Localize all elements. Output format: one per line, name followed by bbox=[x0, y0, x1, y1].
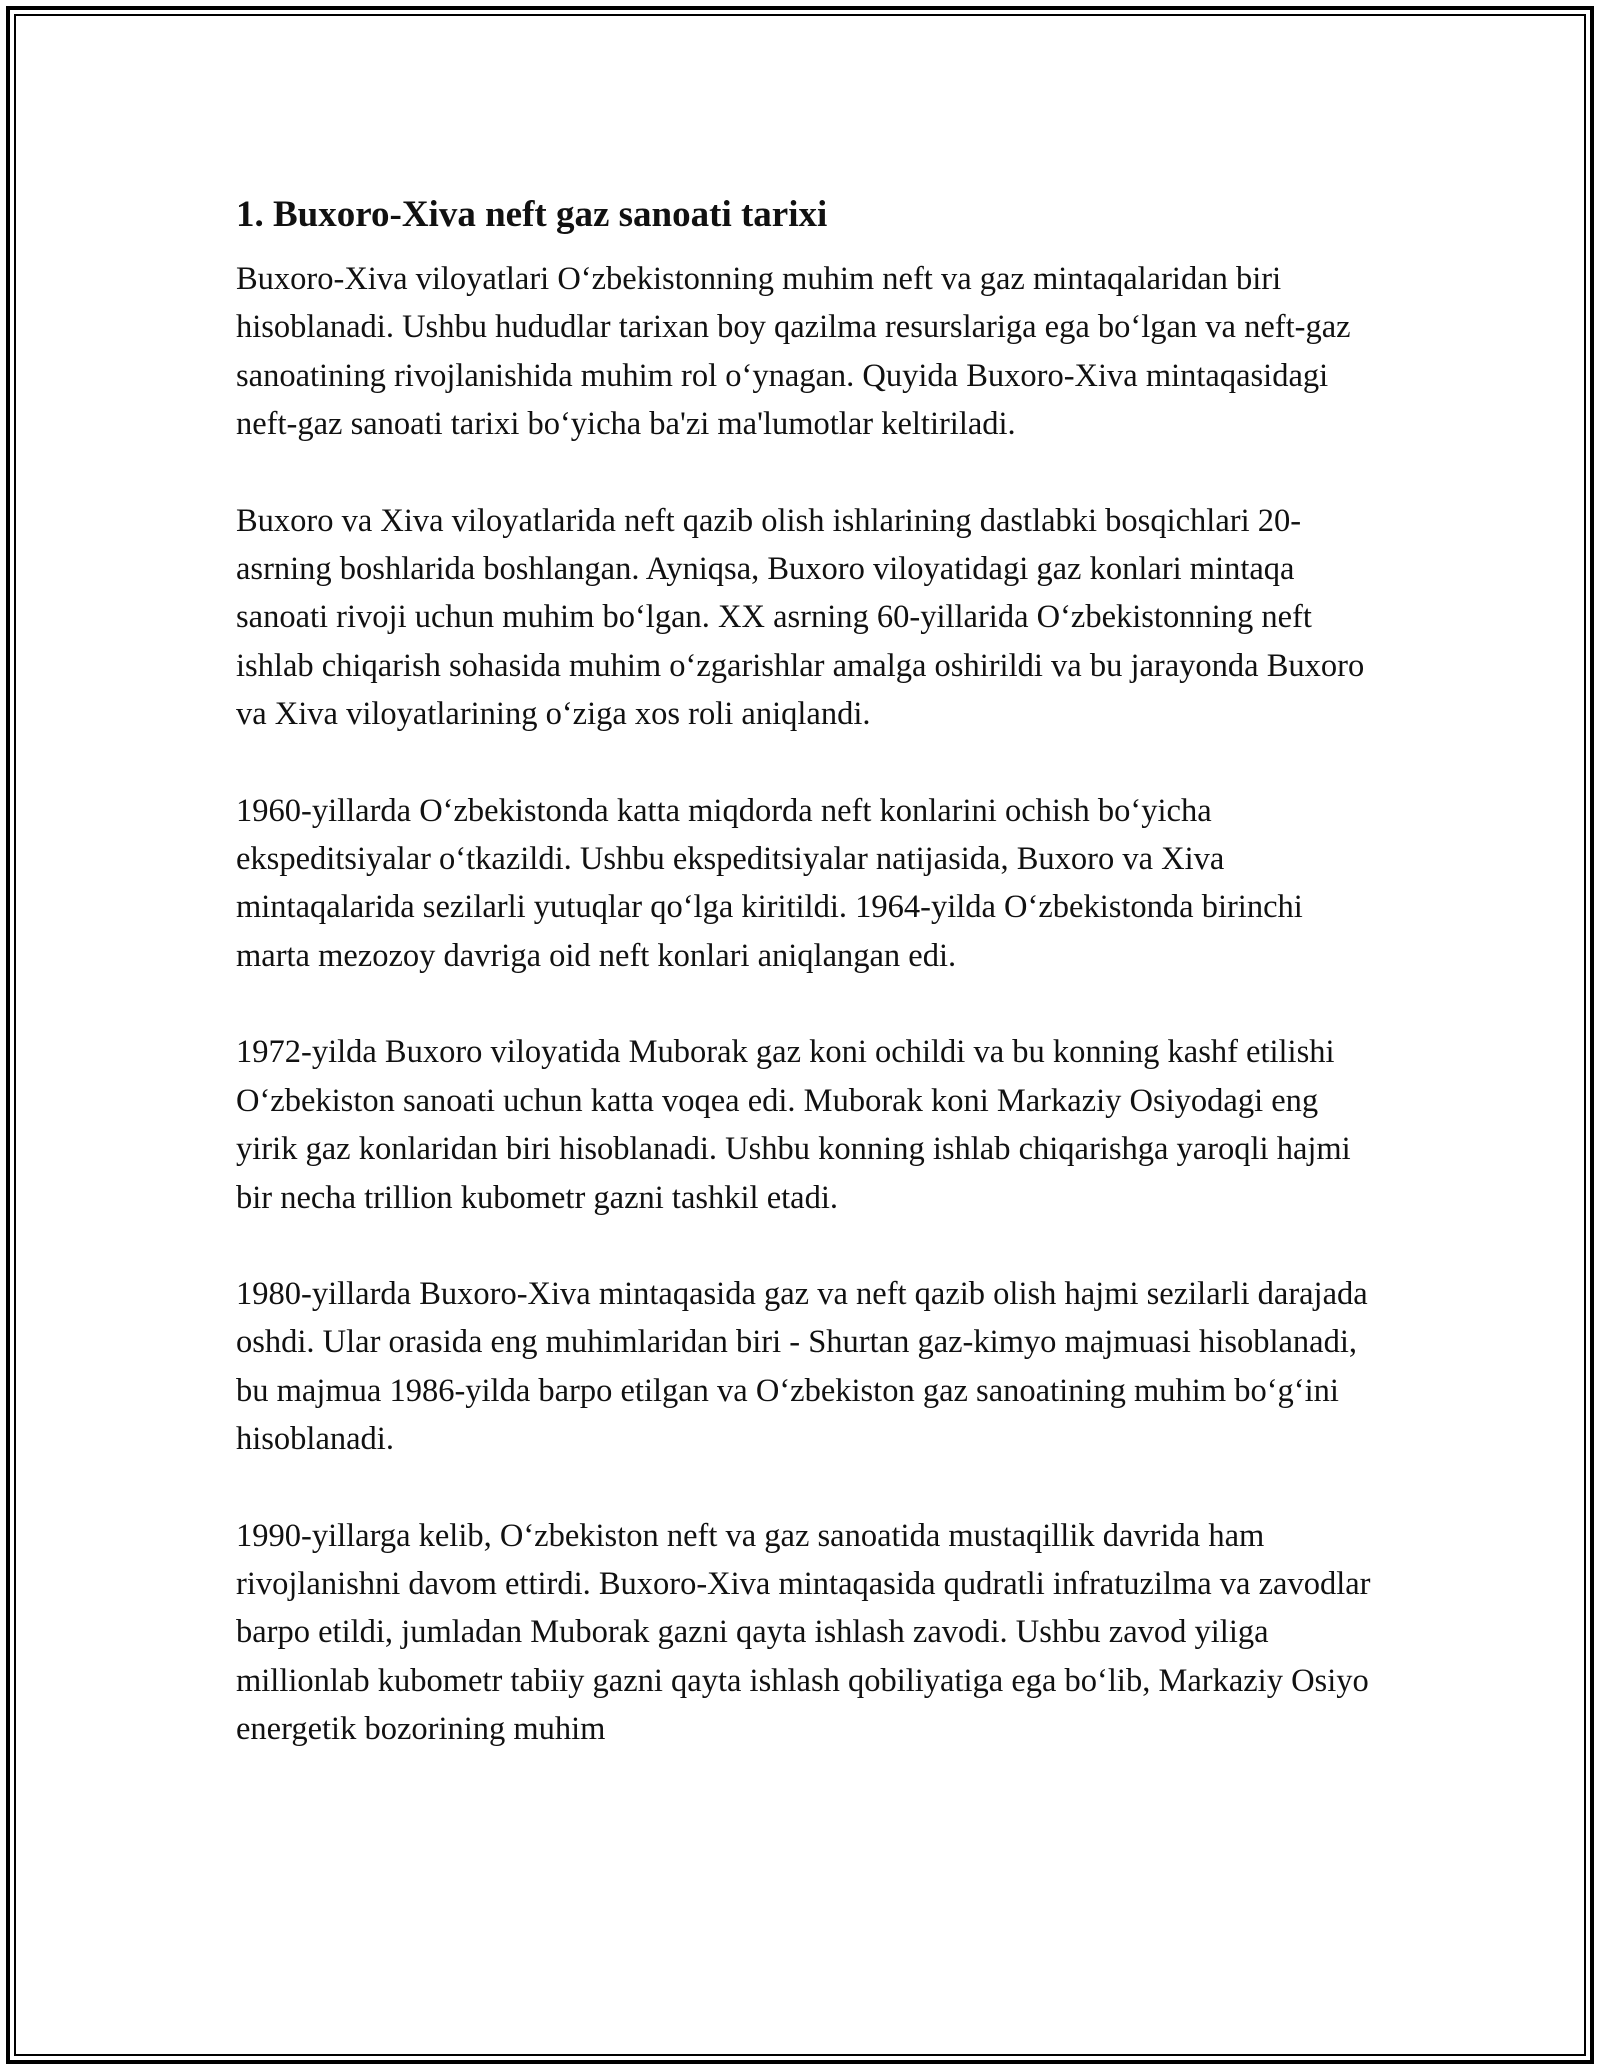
paragraph-1: Buxoro-Xiva viloyatlari O‘zbekistonning muhim neft va gaz mintaqalaridan biri hisoblanadi. Ushbu hududlar tarixan boy qazilma resurslariga ega bo‘lgan va neft-gaz sanoatining rivojlanishida muhim rol o‘ynagan. Quyida Buxoro-Xiva mintaqasidagi neft-gaz sanoati tarixi bo‘yicha ba'zi ma'lumotlar keltiriladi. bbox=[236, 261, 1351, 443]
paragraph-2: Buxoro va Xiva viloyatlarida neft qazib olish ishlarining dastlabki bosqichlari 20-asrning boshlarida boshlangan. Ayniqsa, Buxoro viloyatidagi gaz konlari mintaqa sanoati rivoji uchun muhim bo‘lgan. XX asrning 60-yillarida O‘zbekistonning neft ishlab chiqarish sohasida muhim o‘zgarishlar amalga oshirildi va bu jarayonda Buxoro va Xiva viloyatlarining o‘ziga xos roli aniqlandi. bbox=[236, 502, 1365, 733]
paragraph-4: 1972-yilda Buxoro viloyatida Muborak gaz koni ochildi va bu konning kashf etilishi O‘zbekiston sanoati uchun katta voqea edi. Muborak koni Markaziy Osiyodagi eng yirik gaz konlaridan biri hisoblanadi. Ushbu konning ishlab chiqarishga yaroqli hajmi bir necha trillion kubometr gazni tashkil etadi. bbox=[236, 1034, 1351, 1216]
document-body bbox=[236, 190, 1376, 1754]
section-heading: 1. Buxoro-Xiva neft gaz sanoati tarixi bbox=[236, 194, 828, 235]
paragraph-6: 1990-yillarga kelib, O‘zbekiston neft va gaz sanoatida mustaqillik davrida ham rivojlanishni davom ettirdi. Buxoro-Xiva mintaqasida qudratli infratuzilma va zavodlar barpo etildi, jumladan Muborak gazni qayta ishlash zavodi. Ushbu zavod yiliga millionlab kubometr tabiiy gazni qayta ishlash qobiliyatiga ega bo‘lib, Markaziy Osiyo energetik bozorining muhim bbox=[236, 1517, 1371, 1748]
paragraph-3: 1960-yillarda O‘zbekistonda katta miqdorda neft konlarini ochish bo‘yicha ekspeditsiyalar o‘tkazildi. Ushbu ekspeditsiyalar natijasida, Buxoro va Xiva mintaqalarida sezilarli yutuqlar qo‘lga kiritildi. 1964-yilda O‘zbekistonda birinchi marta mezozoy davriga oid neft konlari aniqlangan edi. bbox=[236, 792, 1303, 974]
paragraph-5: 1980-yillarda Buxoro-Xiva mintaqasida gaz va neft qazib olish hajmi sezilarli darajada oshdi. Ular orasida eng muhimlaridan biri - Shurtan gaz-kimyo majmuasi hisoblanadi, bu majmua 1986-yilda barpo etilgan va O‘zbekiston gaz sanoatining muhim bo‘g‘ini hisoblanadi. bbox=[236, 1275, 1368, 1458]
